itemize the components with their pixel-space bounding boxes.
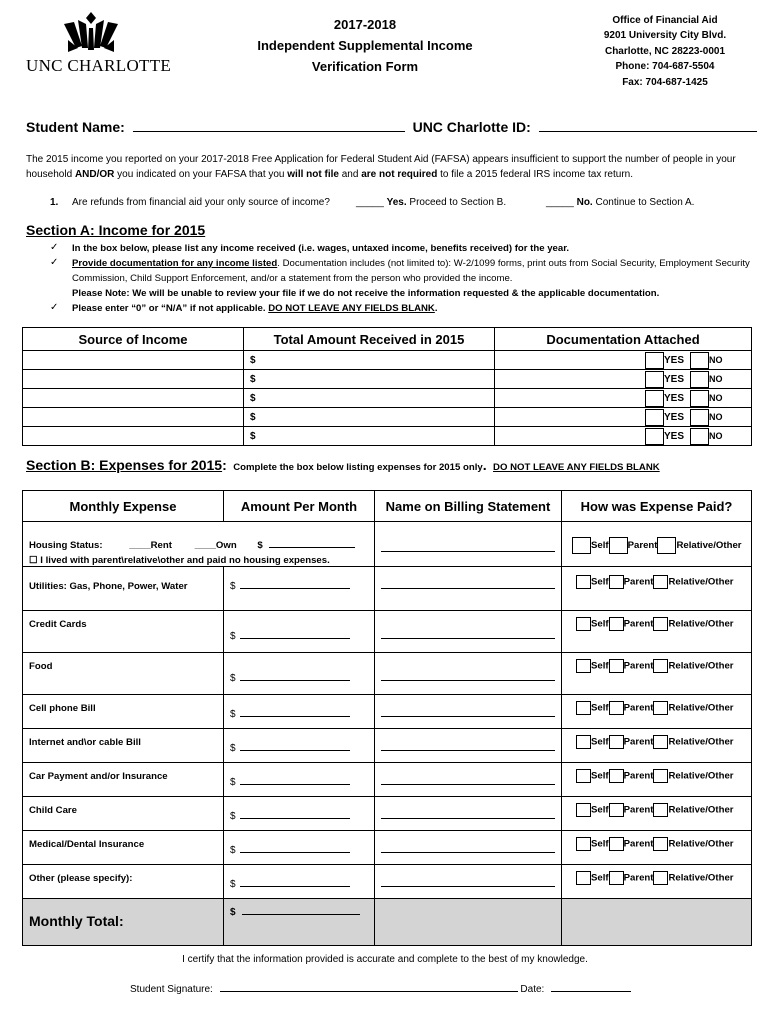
no-checkbox[interactable]: [690, 371, 709, 388]
yes-checkbox[interactable]: [645, 371, 664, 388]
expense-row: Car Payment and/or Insurance $ Self Parent Relative/Other: [23, 763, 752, 797]
income-amount-cell[interactable]: $: [244, 389, 495, 408]
income-row: $ YES NO: [23, 408, 752, 427]
housing-amount-field[interactable]: [269, 547, 355, 548]
income-source-cell[interactable]: [23, 427, 244, 446]
self-checkbox[interactable]: [576, 575, 591, 589]
checkbox-icon: ☐: [29, 555, 38, 566]
question-number: 1.: [50, 197, 59, 208]
question-yes-option[interactable]: _____ Yes. Proceed to Section B.: [356, 197, 507, 208]
own-field[interactable]: ____Own: [194, 540, 237, 551]
expense-row: Medical/Dental Insurance $ Self Parent Relative/Other: [23, 831, 752, 865]
amount-field[interactable]: [240, 784, 350, 785]
date-field[interactable]: [551, 991, 631, 992]
unc-charlotte-crown-logo: [60, 10, 122, 58]
section-a-instruction-3: Please enter “0” or “N/A” if not applicable. DO NOT LEAVE ANY FIELDS BLANK.: [72, 303, 438, 314]
signature-label: Student Signature:: [130, 984, 213, 995]
expense-label: Internet and\or cable Bill: [23, 729, 224, 763]
student-id-field[interactable]: [539, 118, 757, 132]
billing-name-field[interactable]: [381, 818, 555, 819]
paid-by-options: Self Parent Relative/Other: [562, 695, 752, 729]
amount-field[interactable]: [240, 750, 350, 751]
amount-field[interactable]: [240, 588, 350, 589]
date-label: Date:: [520, 984, 545, 995]
income-col-documentation: Documentation Attached: [495, 328, 752, 351]
income-row: $ YES NO: [23, 351, 752, 370]
relative-checkbox[interactable]: [653, 659, 668, 673]
expense-label: Child Care: [23, 797, 224, 831]
relative-checkbox[interactable]: [653, 769, 668, 783]
monthly-total-row: Monthly Total: $: [23, 899, 752, 946]
income-amount-cell[interactable]: $: [244, 408, 495, 427]
relative-checkbox[interactable]: [653, 871, 668, 885]
self-checkbox[interactable]: [576, 803, 591, 817]
expense-col-paid: How was Expense Paid?: [562, 491, 752, 522]
billing-name-field[interactable]: [381, 886, 555, 887]
rent-field[interactable]: ____Rent: [129, 540, 172, 551]
amount-field[interactable]: [240, 638, 350, 639]
expense-row: Other (please specify): $ Self Parent Relative/Other: [23, 865, 752, 899]
paid-by-options: Self Parent Relative/Other: [562, 522, 752, 567]
parent-checkbox[interactable]: [609, 769, 624, 783]
expense-label: Food: [23, 653, 224, 695]
paid-by-options: Self Parent Relative/Other: [562, 763, 752, 797]
no-checkbox[interactable]: [690, 428, 709, 445]
billing-name-field[interactable]: [381, 750, 555, 751]
student-name-field[interactable]: [133, 118, 405, 132]
self-checkbox[interactable]: [572, 537, 591, 554]
no-checkbox[interactable]: [690, 390, 709, 407]
parent-checkbox[interactable]: [609, 659, 624, 673]
parent-checkbox[interactable]: [609, 701, 624, 715]
parent-checkbox[interactable]: [609, 537, 628, 554]
monthly-total-label: Monthly Total:: [23, 899, 224, 946]
parent-checkbox[interactable]: [609, 617, 624, 631]
signature-line: [130, 984, 631, 995]
check-icon: ✓: [50, 257, 59, 268]
expense-label: Credit Cards: [23, 611, 224, 653]
expense-row-housing: Housing Status: ____Rent ____Own $ ☐ I lived with parent\relative\other and paid no housing expenses. Self Parent Relative/Other: [23, 522, 752, 567]
certification-statement: I certify that the information provided is accurate and complete to the best of my knowledge.: [182, 954, 588, 965]
relative-checkbox[interactable]: [653, 701, 668, 715]
billing-name-field[interactable]: [381, 551, 555, 552]
income-table: [22, 327, 752, 446]
paid-by-options: Self Parent Relative/Other: [562, 653, 752, 695]
relative-checkbox[interactable]: [657, 537, 676, 554]
income-col-amount: Total Amount Received in 2015: [244, 328, 495, 351]
amount-field[interactable]: [240, 852, 350, 853]
self-checkbox[interactable]: [576, 735, 591, 749]
income-amount-cell[interactable]: $: [244, 427, 495, 446]
parent-checkbox[interactable]: [609, 803, 624, 817]
student-id-label: UNC Charlotte ID:: [412, 119, 531, 135]
check-icon: ✓: [50, 242, 59, 253]
parent-checkbox[interactable]: [609, 837, 624, 851]
section-b-subtitle: Complete the box below listing expenses for 2015 only: [233, 462, 483, 473]
relative-checkbox[interactable]: [653, 837, 668, 851]
student-info-line: [26, 118, 757, 135]
expense-row: Credit Cards $ Self Parent Relative/Other: [23, 611, 752, 653]
section-a-instruction-2: Provide documentation for any income listed. Documentation includes (not limited to): W-2/1099 forms, print outs from Social Security, Employment Security Commission, Child Support Enforcement, and/or a statement from the person who provided the income. Please Note: We will be unable to review your file if we do not receive the information requested & the applicable documentation.: [72, 258, 750, 299]
relative-checkbox[interactable]: [653, 735, 668, 749]
income-row: $ YES NO: [23, 370, 752, 389]
parent-checkbox[interactable]: [609, 735, 624, 749]
income-source-cell[interactable]: [23, 370, 244, 389]
section-b-warning: DO NOT LEAVE ANY FIELDS BLANK: [493, 462, 660, 473]
billing-name-field[interactable]: [381, 638, 555, 639]
expense-label: Utilities: Gas, Phone, Power, Water: [23, 567, 224, 611]
question-text: Are refunds from financial aid your only source of income?: [72, 197, 330, 208]
self-checkbox[interactable]: [576, 769, 591, 783]
expense-label: Medical/Dental Insurance: [23, 831, 224, 865]
expense-row: Cell phone Bill $ Self Parent Relative/Other: [23, 695, 752, 729]
paid-by-options: Self Parent Relative/Other: [562, 831, 752, 865]
relative-checkbox[interactable]: [653, 575, 668, 589]
expense-col-amount: Amount Per Month: [224, 491, 375, 522]
expense-row: Child Care $ Self Parent Relative/Other: [23, 797, 752, 831]
parent-checkbox[interactable]: [609, 871, 624, 885]
expense-table: [22, 490, 752, 946]
paid-by-options: Self Parent Relative/Other: [562, 865, 752, 899]
expense-label: Other (please specify):: [23, 865, 224, 899]
self-checkbox[interactable]: [576, 701, 591, 715]
billing-name-field[interactable]: [381, 784, 555, 785]
income-source-cell[interactable]: [23, 351, 244, 370]
yes-checkbox[interactable]: [645, 409, 664, 426]
logo-text: UNC CHARLOTTE: [26, 56, 172, 75]
question-no-option[interactable]: _____ No. Continue to Section A.: [546, 197, 695, 208]
self-checkbox[interactable]: [576, 617, 591, 631]
paid-by-options: Self Parent Relative/Other: [562, 567, 752, 611]
yes-checkbox[interactable]: [645, 428, 664, 445]
yes-checkbox[interactable]: [645, 390, 664, 407]
no-checkbox[interactable]: [690, 409, 709, 426]
expense-label: Car Payment and/or Insurance: [23, 763, 224, 797]
section-a-instruction-1: In the box below, please list any income received (i.e. wages, untaxed income, benefits received) for the year.: [72, 243, 570, 254]
form-title: 2017-2018 Independent Supplemental Income Verification Form: [257, 17, 473, 74]
income-source-cell[interactable]: [23, 408, 244, 427]
expense-row: Internet and\or cable Bill $ Self Parent Relative/Other: [23, 729, 752, 763]
income-col-source: Source of Income: [23, 328, 244, 351]
billing-name-field[interactable]: [381, 852, 555, 853]
paid-by-options: Self Parent Relative/Other: [562, 611, 752, 653]
income-amount-cell[interactable]: $: [244, 370, 495, 389]
paid-by-options: Self Parent Relative/Other: [562, 729, 752, 763]
parent-checkbox[interactable]: [609, 575, 624, 589]
office-contact: Office of Financial Aid 9201 University City Blvd. Charlotte, NC 28223-0001 Phone: 704-687-5504 Fax: 704-687-1425: [603, 15, 727, 88]
expense-label: Cell phone Bill: [23, 695, 224, 729]
self-checkbox[interactable]: [576, 837, 591, 851]
billing-name-field[interactable]: [381, 588, 555, 589]
relative-checkbox[interactable]: [653, 803, 668, 817]
expense-col-name: Monthly Expense: [23, 491, 224, 522]
income-amount-cell[interactable]: $: [244, 351, 495, 370]
section-b-heading-line: Section B: Expenses for 2015: Complete the box below listing expenses for 2015 only. DO NOT LEAVE ANY FIELDS BLANK: [26, 457, 660, 473]
billing-name-field[interactable]: [381, 716, 555, 717]
section-b-heading: Section B: Expenses for 2015: [26, 457, 223, 473]
check-icon: ✓: [50, 302, 59, 313]
expense-row: Utilities: Gas, Phone, Power, Water $ Self Parent Relative/Other: [23, 567, 752, 611]
self-checkbox[interactable]: [576, 871, 591, 885]
student-name-label: Student Name:: [26, 119, 125, 135]
intro-paragraph: The 2015 income you reported on your 2017-2018 Free Application for Federal Student Aid (FAFSA) appears insufficient to support the number of people in your household AND/OR you indicated on your FAFSA that you will not file and are not required to file a 2015 federal IRS income tax return.: [26, 154, 736, 180]
expense-col-billing: Name on Billing Statement: [375, 491, 562, 522]
paid-by-options: Self Parent Relative/Other: [562, 797, 752, 831]
income-row: $ YES NO: [23, 389, 752, 408]
billing-name-field[interactable]: [381, 680, 555, 681]
amount-field[interactable]: [240, 818, 350, 819]
income-row: $ YES NO: [23, 427, 752, 446]
section-a-heading: Section A: Income for 2015: [26, 222, 206, 238]
no-checkbox[interactable]: [690, 352, 709, 369]
yes-checkbox[interactable]: [645, 352, 664, 369]
amount-field[interactable]: [240, 680, 350, 681]
expense-row: Food $ Self Parent Relative/Other: [23, 653, 752, 695]
monthly-total-field[interactable]: [242, 914, 360, 915]
amount-field[interactable]: [240, 886, 350, 887]
amount-field[interactable]: [240, 716, 350, 717]
self-checkbox[interactable]: [576, 659, 591, 673]
signature-field[interactable]: [220, 991, 518, 992]
housing-parent-checkbox[interactable]: ☐ I lived with parent\relative\other and paid no housing expenses.: [29, 555, 330, 566]
relative-checkbox[interactable]: [653, 617, 668, 631]
income-source-cell[interactable]: [23, 389, 244, 408]
